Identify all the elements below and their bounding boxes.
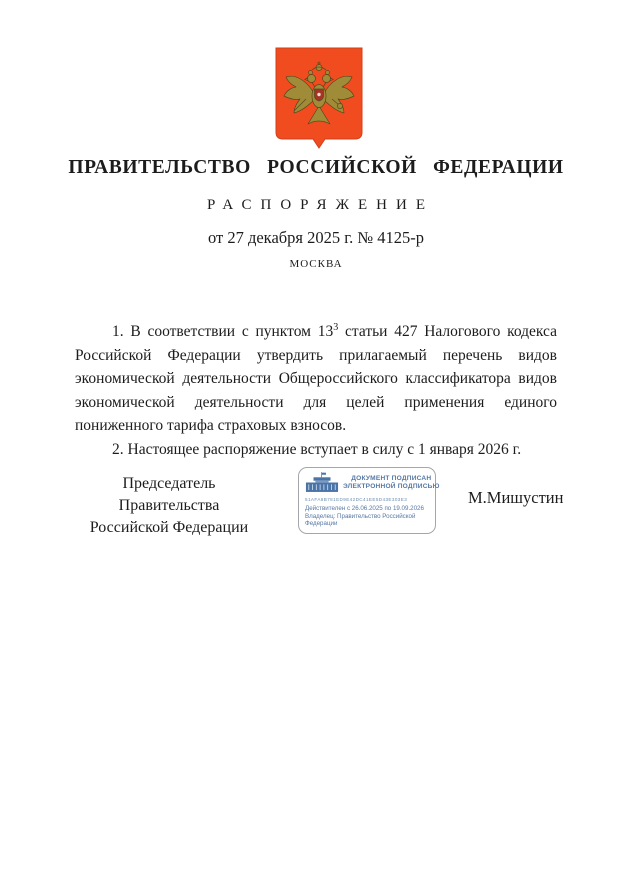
paragraph-1-text: 1. В соответствии с пунктом 13 <box>112 323 334 340</box>
paragraph-1-continuation: статьи 427 Налогового кодекса Российской Федерации утвердить прилагаемый перечень видов экономической деятельности Общероссийского классификатора видов экономической деятельности для целей применения единого пониженного тарифа страховых взносов. <box>75 323 557 434</box>
certificate-number: 51AFA8B781ED9E42DC41EE5D43E303E3 <box>305 497 408 502</box>
doc-date-number: от 27 декабря 2025 г. № 4125-р <box>207 228 425 247</box>
signer-title-line1: Председатель Правительства <box>118 475 220 514</box>
org-title: ПРАВИТЕЛЬСТВО РОССИЙСКОЙ ФЕДЕРАЦИИ <box>68 157 564 178</box>
doc-city: МОСКВА <box>289 258 343 270</box>
electronic-signature-stamp <box>298 467 440 534</box>
superscript-3: 3 <box>333 321 339 333</box>
signer-title <box>73 473 265 539</box>
government-building-icon <box>305 472 339 493</box>
doc-type-title: РАСПОРЯЖЕНИЕ <box>206 197 434 213</box>
stamp-title-line2: ЭЛЕКТРОННОЙ ПОДПИСЬЮ <box>343 482 440 490</box>
certificate-validity: Действителен с 26.06.2025 по 19.09.2026 <box>305 505 424 512</box>
stamp-title-line1: ДОКУМЕНТ ПОДПИСАН <box>351 474 432 482</box>
stamp-header <box>305 472 440 493</box>
signer-title-line2: Российской Федерации <box>89 519 249 536</box>
coat-of-arms-icon <box>273 47 365 149</box>
signer-name: М.Мишустин <box>468 488 564 507</box>
paragraph-2: 2. Настоящее распоряжение вступает в силу с 1 января 2026 г. <box>112 440 522 458</box>
document-body <box>75 320 557 461</box>
paragraph-1 <box>75 320 557 438</box>
stamp-title <box>343 475 440 491</box>
certificate-owner: Владелец: Правительство Российской Федерации <box>305 513 416 527</box>
